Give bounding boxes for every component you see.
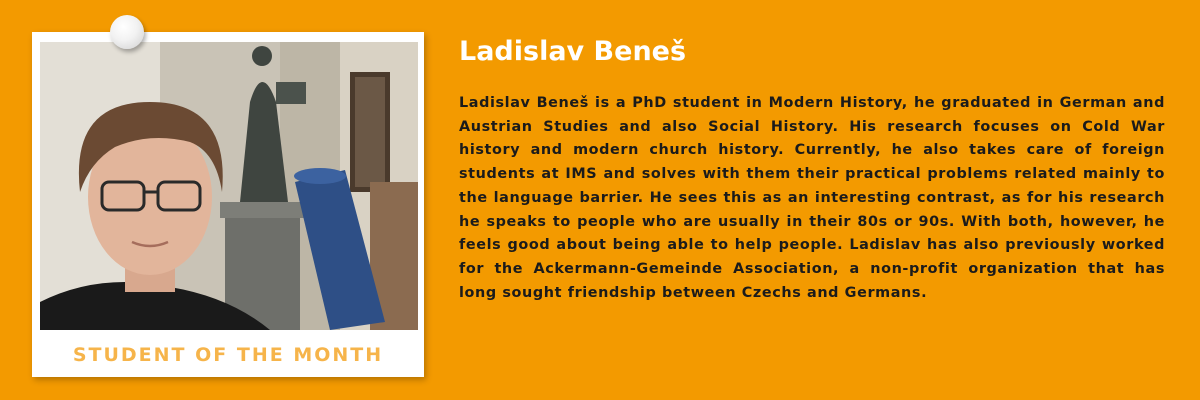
- pushpin-icon: [110, 15, 144, 49]
- student-of-the-month-caption: STUDENT OF THE MONTH: [72, 344, 384, 366]
- student-bio: Ladislav Beneš is a PhD student in Modern History, he graduated in German and Austrian Studies and also Social History. His research focuses on Cold War history and modern church history. Currently, he also takes care of foreign students at IMS and solves with them their practical problems related mainly to the language barrier. He sees this as an interesting contrast, as for his research he speaks to people who are usually in their 80s or 90s. With both, however, he feels good about being able to help people. Ladislav has also previously worked for the Ackermann-Gemeinde Association, a non-profit organization that has long sought friendship between Czechs and Germans.: [459, 95, 1165, 301]
- student-photo: [40, 42, 418, 330]
- student-name: Ladislav Beneš: [459, 36, 687, 67]
- photo-card: [32, 32, 424, 377]
